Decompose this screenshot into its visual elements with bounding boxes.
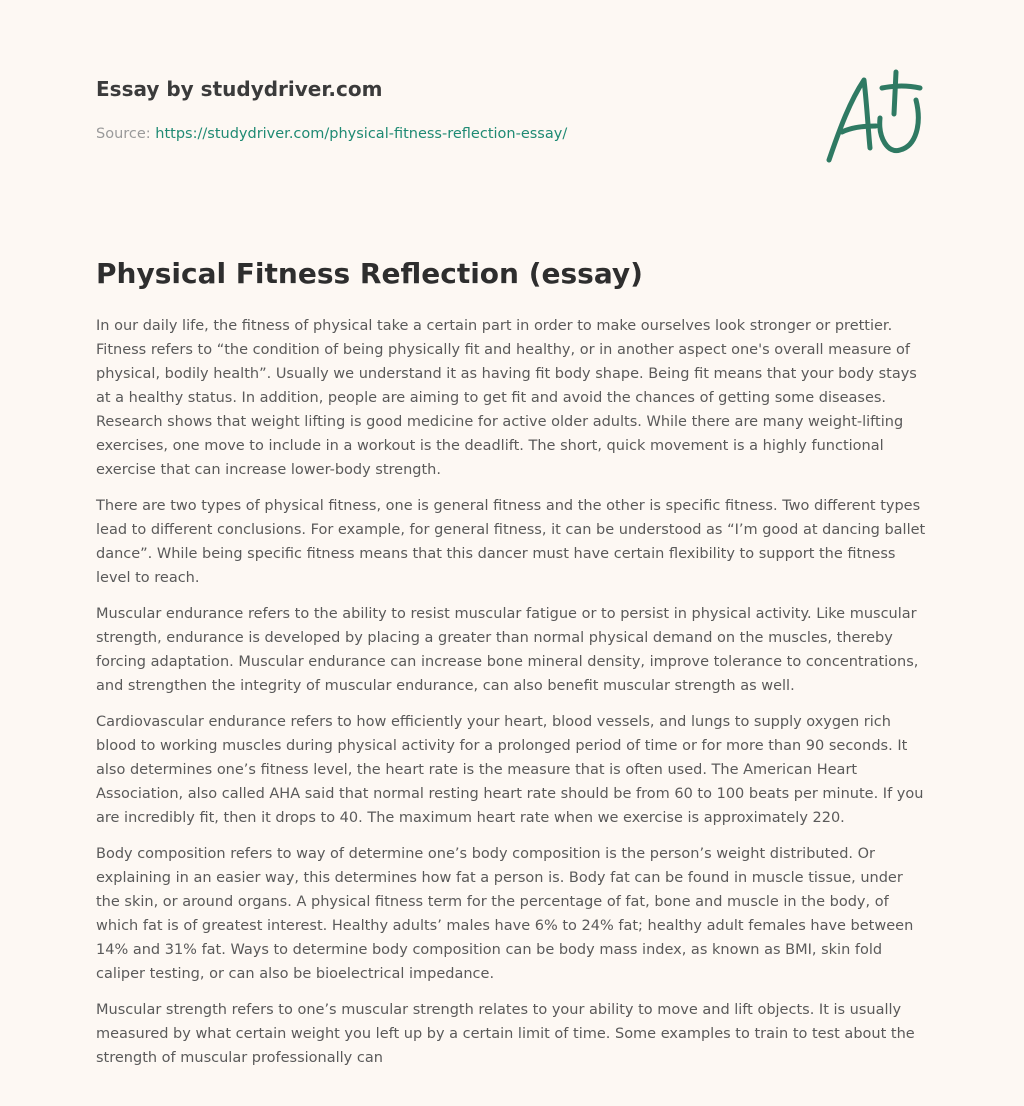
source-line — [96, 124, 716, 144]
essay-paragraph: There are two types of physical fitness, one is general fitness and the other is specific fitness. Two different types lead to different conclusions. For example, for general fitness, it can be understood as “I’m good at dancing ballet dance”. While being specific fitness means that this dancer must have certain flexibility to support the fitness level to reach. — [96, 498, 926, 586]
site-title: Essay by studydriver.com — [96, 77, 383, 101]
source-label: Source: — [96, 126, 156, 142]
document-header — [96, 74, 716, 144]
essay-title: Physical Fitness Reflection (essay) — [96, 257, 643, 290]
essay-body — [96, 314, 928, 1082]
essay-paragraph: Muscular strength refers to one’s muscular strength relates to your ability to move and lift objects. It is usually measured by what certain weight you left up by a certain limit of time. Some examples to train to test about the strength of muscular professionally can — [96, 1002, 915, 1066]
source-link[interactable]: https://studydriver.com/physical-fitness-reflection-essay/ — [155, 126, 568, 142]
essay-paragraph: Cardiovascular endurance refers to how efficiently your heart, blood vessels, and lungs to supply oxygen rich blood to working muscles during physical activity for a prolonged period of time or for more than 90 seconds. It also determines one’s fitness level, the heart rate is the measure that is often used. The American Heart Association, also called AHA said that normal resting heart rate should be from 60 to 100 beats per minute. If you are incredibly fit, then it drops to 40. The maximum heart rate when we exercise is approximately 220. — [96, 714, 924, 826]
essay-paragraph: In our daily life, the fitness of physical take a certain part in order to make ourselves look stronger or prettier. Fitness refers to “the condition of being physically fit and healthy, or in another aspect one's overall measure of physical, bodily health”. Usually we understand it as having fit body shape. Being fit means that your body stays at a healthy status. In addition, people are aiming to get fit and avoid the chances of getting some diseases. Research shows that weight lifting is good medicine for active older adults. While there are many weight-lifting exercises, one move to include in a workout is the deadlift. The short, quick movement is a highly functional exercise that can increase lower-body strength. — [96, 318, 917, 478]
a-plus-logo — [820, 66, 930, 166]
essay-paragraph: Body composition refers to way of determine one’s body composition is the person’s weight distributed. Or explaining in an easier way, this determines how fat a person is. Body fat can be found in muscle tissue, under the skin, or around organs. A physical fitness term for the percentage of fat, bone and muscle in the body, of which fat is of greatest interest. Healthy adults’ males have 6% to 24% fat; healthy adult females have between 14% and 31% fat. Ways to determine body composition can be body mass index, as known as BMI, skin fold caliper testing, or can also be bioelectrical impedance. — [96, 846, 914, 982]
essay-paragraph: Muscular endurance refers to the ability to resist muscular fatigue or to persist in physical activity. Like muscular strength, endurance is developed by placing a greater than normal physical demand on the muscles, thereby forcing adaptation. Muscular endurance can increase bone mineral density, improve tolerance to concentrations, and strengthen the integrity of muscular endurance, can also benefit muscular strength as well. — [96, 606, 919, 694]
